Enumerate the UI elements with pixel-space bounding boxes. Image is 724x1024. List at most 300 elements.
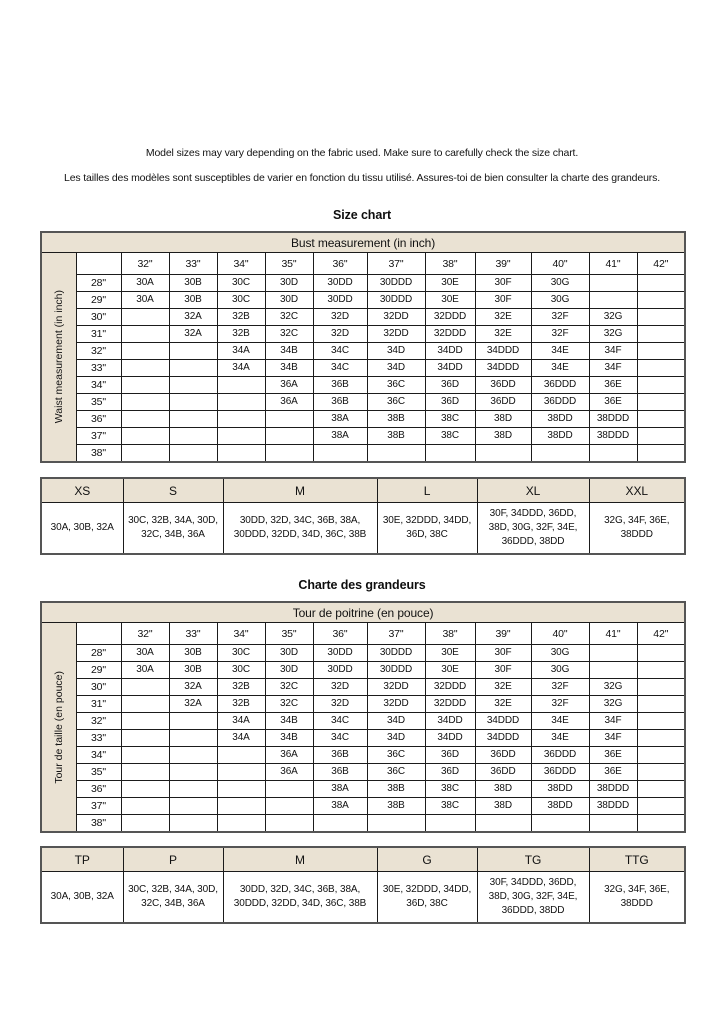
bra-size-cell: 30DD (313, 275, 367, 292)
bra-size-cell (637, 445, 685, 463)
bra-size-cell (217, 764, 265, 781)
bra-size-cell: 32B (217, 326, 265, 343)
bra-size-cell: 34E (531, 360, 589, 377)
bra-size-cell: 30D (265, 645, 313, 662)
bra-size-cell: 32G (589, 679, 637, 696)
bra-size-cell: 34E (531, 343, 589, 360)
bra-size-cell: 32C (265, 696, 313, 713)
size-group-values: 32G, 34F, 36E, 38DDD (589, 503, 685, 555)
bust-size-column-header: 36" (313, 253, 367, 275)
bra-size-cell: 34A (217, 730, 265, 747)
bra-size-cell: 32B (217, 679, 265, 696)
bra-size-cell (121, 411, 169, 428)
bra-size-cell: 30G (531, 292, 589, 309)
bra-size-cell: 36A (265, 377, 313, 394)
bra-size-cell: 36DD (475, 764, 531, 781)
bra-size-cell (367, 815, 425, 833)
size-group-values: 30E, 32DDD, 34DD, 36D, 38C (377, 503, 477, 555)
bra-size-cell: 38DD (531, 428, 589, 445)
size-group-header: L (377, 478, 477, 503)
size-group-header: M (223, 847, 377, 872)
size-chart-title-en: Size chart (332, 208, 392, 222)
size-group-header: P (123, 847, 223, 872)
bra-size-cell (169, 411, 217, 428)
bra-size-cell (169, 343, 217, 360)
bust-size-column-header: 35" (265, 623, 313, 645)
bust-size-column-header: 42" (637, 623, 685, 645)
bra-size-cell: 34DDD (475, 730, 531, 747)
waist-measurement-side-label-fr (41, 623, 76, 833)
size-matrix-row (41, 360, 685, 377)
bra-size-cell: 32F (531, 309, 589, 326)
bra-size-cell: 30DD (313, 662, 367, 679)
size-chart-table-fr (40, 601, 686, 833)
bra-size-cell (589, 445, 637, 463)
bra-size-cell: 34C (313, 360, 367, 377)
bra-size-cell: 38DDD (589, 411, 637, 428)
bust-size-column-header: 41" (589, 623, 637, 645)
size-group-values: 30A, 30B, 32A (41, 872, 123, 924)
bust-size-column-header: 32" (121, 253, 169, 275)
bra-size-cell (637, 781, 685, 798)
bust-measurement-header-fr: Tour de poitrine (en pouce) (41, 602, 685, 623)
size-group-header: G (377, 847, 477, 872)
bust-size-column-header: 39" (475, 623, 531, 645)
bra-size-cell (589, 645, 637, 662)
bra-size-cell: 36D (425, 377, 475, 394)
size-group-header: M (223, 478, 377, 503)
bra-size-cell: 30A (121, 662, 169, 679)
size-group-header: S (123, 478, 223, 503)
bra-size-cell (121, 815, 169, 833)
bra-size-cell (637, 696, 685, 713)
bra-size-cell: 36DD (475, 377, 531, 394)
bra-size-cell: 34C (313, 343, 367, 360)
bust-size-column-header: 38" (425, 623, 475, 645)
bra-size-cell: 34DDD (475, 713, 531, 730)
size-matrix-row (41, 798, 685, 815)
bra-size-cell: 34D (367, 360, 425, 377)
size-matrix-row (41, 696, 685, 713)
bust-size-column-header: 40" (531, 623, 589, 645)
bra-size-cell: 34D (367, 730, 425, 747)
bra-size-cell: 34C (313, 713, 367, 730)
bra-size-cell: 34DDD (475, 360, 531, 377)
bra-size-cell: 32C (265, 309, 313, 326)
bra-size-cell: 38DD (531, 781, 589, 798)
bra-size-cell: 30A (121, 645, 169, 662)
bra-size-cell: 34DDD (475, 343, 531, 360)
bra-size-cell (589, 662, 637, 679)
bra-size-cell: 30B (169, 645, 217, 662)
bra-size-cell: 34B (265, 713, 313, 730)
bra-size-cell: 34B (265, 730, 313, 747)
bra-size-cell (121, 360, 169, 377)
size-matrix-row (41, 309, 685, 326)
size-chart-table-en (40, 231, 686, 463)
bra-size-cell: 30DDD (367, 292, 425, 309)
bra-size-cell: 38D (475, 411, 531, 428)
size-group-header: TTG (589, 847, 685, 872)
bust-size-column-header (76, 623, 121, 645)
bra-size-cell: 30DDD (367, 645, 425, 662)
bra-size-cell (169, 713, 217, 730)
bra-size-cell: 36DDD (531, 394, 589, 411)
bra-size-cell: 32G (589, 326, 637, 343)
bra-size-cell: 36C (367, 764, 425, 781)
bra-size-cell: 32DD (367, 309, 425, 326)
bra-size-cell: 34F (589, 343, 637, 360)
bra-size-cell: 36DDD (531, 747, 589, 764)
bra-size-cell: 30B (169, 275, 217, 292)
bra-size-cell (217, 815, 265, 833)
waist-size-row-header: 31" (76, 326, 121, 343)
size-matrix-row (41, 679, 685, 696)
bra-size-cell: 34A (217, 360, 265, 377)
bra-size-cell: 32B (217, 696, 265, 713)
bra-size-cell: 30DD (313, 645, 367, 662)
waist-size-row-header: 37" (76, 428, 121, 445)
size-matrix-row (41, 713, 685, 730)
bra-size-cell: 38DD (531, 411, 589, 428)
waist-size-row-header: 28" (76, 275, 121, 292)
waist-size-row-header: 32" (76, 713, 121, 730)
bra-size-cell (637, 326, 685, 343)
bra-size-cell: 30E (425, 645, 475, 662)
bra-size-cell: 30F (475, 275, 531, 292)
bra-size-cell (637, 713, 685, 730)
waist-size-row-header: 32" (76, 343, 121, 360)
bra-size-cell (265, 798, 313, 815)
bra-size-cell: 32D (313, 326, 367, 343)
bra-size-cell: 30B (169, 662, 217, 679)
size-group-header: XXL (589, 478, 685, 503)
bra-size-cell: 38B (367, 428, 425, 445)
bra-size-cell (265, 445, 313, 463)
bra-size-cell: 32DD (367, 679, 425, 696)
bra-size-cell: 30F (475, 662, 531, 679)
bra-size-cell: 32C (265, 679, 313, 696)
bra-size-cell: 34F (589, 360, 637, 377)
bra-size-cell: 38D (475, 798, 531, 815)
bra-size-cell (121, 781, 169, 798)
bust-measurement-header-en: Bust measurement (in inch) (41, 232, 685, 253)
bra-size-cell (217, 377, 265, 394)
bra-size-cell (637, 394, 685, 411)
bra-size-cell (217, 411, 265, 428)
bra-size-cell: 32E (475, 326, 531, 343)
bra-size-cell (169, 394, 217, 411)
bra-size-cell (217, 394, 265, 411)
bra-size-cell: 32A (169, 679, 217, 696)
bra-size-cell: 32DDD (425, 679, 475, 696)
bra-size-cell: 38DDD (589, 428, 637, 445)
bra-size-cell: 30DDD (367, 275, 425, 292)
bra-size-cell: 32D (313, 309, 367, 326)
size-matrix-row (41, 343, 685, 360)
bra-size-cell (531, 445, 589, 463)
bra-size-cell: 32F (531, 326, 589, 343)
bra-size-cell: 32F (531, 696, 589, 713)
bra-size-cell: 36C (367, 377, 425, 394)
bra-size-cell: 36D (425, 394, 475, 411)
fabric-note-en: Model sizes may vary depending on the fabric used. Make sure to carefully check the size chart. (145, 147, 579, 159)
bra-size-cell (637, 309, 685, 326)
waist-size-row-header: 30" (76, 309, 121, 326)
bra-size-cell: 32B (217, 309, 265, 326)
bra-size-cell (637, 343, 685, 360)
bra-size-cell (637, 747, 685, 764)
bra-size-cell (169, 428, 217, 445)
bra-size-cell: 38D (475, 428, 531, 445)
size-group-values: 30C, 32B, 34A, 30D, 32C, 34B, 36A (123, 503, 223, 555)
bra-size-cell (637, 730, 685, 747)
bra-size-cell: 36B (313, 394, 367, 411)
bra-size-cell: 30DDD (367, 662, 425, 679)
bra-size-cell (265, 815, 313, 833)
bra-size-cell (121, 309, 169, 326)
bra-size-cell: 38A (313, 781, 367, 798)
waist-measurement-side-label-en (41, 253, 76, 463)
waist-size-row-header: 38" (76, 815, 121, 833)
fabric-note-fr: Les tailles des modèles sont susceptibles de varier en fonction du tissu utilisé. Assures-toi de bien consulter la charte des grandeurs. (64, 172, 660, 184)
size-matrix-row (41, 662, 685, 679)
size-matrix-row (41, 781, 685, 798)
bra-size-cell (217, 747, 265, 764)
bra-size-cell: 32D (313, 696, 367, 713)
waist-size-row-header: 29" (76, 662, 121, 679)
bra-size-cell: 30D (265, 292, 313, 309)
bra-size-cell: 30B (169, 292, 217, 309)
bra-size-cell (265, 411, 313, 428)
bra-size-cell: 38DDD (589, 781, 637, 798)
bra-size-cell (637, 360, 685, 377)
size-matrix-row (41, 411, 685, 428)
bra-size-cell: 36DDD (531, 377, 589, 394)
bra-size-cell: 34F (589, 713, 637, 730)
waist-size-row-header: 28" (76, 645, 121, 662)
bra-size-cell (121, 377, 169, 394)
bra-size-cell: 36E (589, 747, 637, 764)
bra-size-cell: 32DDD (425, 696, 475, 713)
bust-size-column-header: 33" (169, 253, 217, 275)
bra-size-cell: 38C (425, 411, 475, 428)
bra-size-cell: 36E (589, 377, 637, 394)
bra-size-cell: 32D (313, 679, 367, 696)
bust-size-column-header: 41" (589, 253, 637, 275)
bra-size-cell (637, 815, 685, 833)
size-group-values: 30DD, 32D, 34C, 36B, 38A, 30DDD, 32DD, 34D, 36C, 38B (223, 503, 377, 555)
bra-size-cell (313, 815, 367, 833)
bra-size-cell: 32DDD (425, 326, 475, 343)
bra-size-cell: 34DD (425, 730, 475, 747)
bra-size-cell: 34C (313, 730, 367, 747)
bra-size-cell: 32A (169, 309, 217, 326)
bra-size-cell (637, 428, 685, 445)
bra-size-cell: 34DD (425, 713, 475, 730)
bra-size-cell: 30G (531, 662, 589, 679)
bra-size-cell: 36A (265, 394, 313, 411)
bra-size-cell: 38B (367, 781, 425, 798)
size-matrix-row (41, 377, 685, 394)
bra-size-cell: 36B (313, 764, 367, 781)
bra-size-cell (637, 411, 685, 428)
bra-size-cell: 30F (475, 292, 531, 309)
waist-size-row-header: 29" (76, 292, 121, 309)
size-matrix-row (41, 645, 685, 662)
bust-size-column-header: 37" (367, 253, 425, 275)
size-groups-table-en (40, 477, 686, 555)
bra-size-cell: 30A (121, 275, 169, 292)
bra-size-cell: 38B (367, 411, 425, 428)
bra-size-cell: 38DDD (589, 798, 637, 815)
size-chart-title-fr: Charte des grandeurs (298, 578, 426, 592)
bra-size-cell (217, 781, 265, 798)
bra-size-cell: 36D (425, 764, 475, 781)
bra-size-cell (121, 696, 169, 713)
bust-size-column-header: 32" (121, 623, 169, 645)
bra-size-cell: 32F (531, 679, 589, 696)
waist-size-row-header: 35" (76, 764, 121, 781)
bra-size-cell: 36DD (475, 394, 531, 411)
size-group-values: 30E, 32DDD, 34DD, 36D, 38C (377, 872, 477, 924)
bra-size-cell: 34A (217, 713, 265, 730)
waist-size-row-header: 35" (76, 394, 121, 411)
bra-size-cell (637, 662, 685, 679)
bust-size-column-header: 34" (217, 623, 265, 645)
bra-size-cell: 32C (265, 326, 313, 343)
bra-size-cell: 34DD (425, 360, 475, 377)
bra-size-cell: 34B (265, 343, 313, 360)
bra-size-cell: 30E (425, 292, 475, 309)
bra-size-cell: 36E (589, 394, 637, 411)
size-group-header: XS (41, 478, 123, 503)
bra-size-cell (121, 798, 169, 815)
bra-size-cell (121, 747, 169, 764)
bra-size-cell (475, 815, 531, 833)
bra-size-cell (265, 428, 313, 445)
size-matrix-row (41, 292, 685, 309)
bra-size-cell: 38C (425, 428, 475, 445)
bra-size-cell: 30DD (313, 292, 367, 309)
size-group-values: 32G, 34F, 36E, 38DDD (589, 872, 685, 924)
bra-size-cell (265, 781, 313, 798)
bra-size-cell: 36D (425, 747, 475, 764)
bra-size-cell: 30G (531, 645, 589, 662)
bra-size-cell: 30E (425, 275, 475, 292)
bra-size-cell: 30C (217, 662, 265, 679)
bra-size-cell: 32A (169, 326, 217, 343)
bra-size-cell: 38D (475, 781, 531, 798)
bra-size-cell: 32E (475, 679, 531, 696)
size-group-header: TG (477, 847, 589, 872)
bra-size-cell: 32G (589, 309, 637, 326)
bra-size-cell: 38C (425, 798, 475, 815)
bra-size-cell (637, 645, 685, 662)
bra-size-cell: 32DDD (425, 309, 475, 326)
waist-size-row-header: 36" (76, 411, 121, 428)
bra-size-cell: 38DD (531, 798, 589, 815)
bra-size-cell: 38A (313, 428, 367, 445)
bra-size-cell (169, 798, 217, 815)
bust-size-column-header: 39" (475, 253, 531, 275)
waist-size-row-header: 34" (76, 377, 121, 394)
bra-size-cell (121, 730, 169, 747)
bra-size-cell (531, 815, 589, 833)
bra-size-cell (169, 360, 217, 377)
bust-size-column-header: 40" (531, 253, 589, 275)
bra-size-cell: 34E (531, 730, 589, 747)
bra-size-cell (217, 428, 265, 445)
bra-size-cell (637, 377, 685, 394)
bra-size-cell (121, 679, 169, 696)
bra-size-cell: 30C (217, 645, 265, 662)
bra-size-cell: 36A (265, 747, 313, 764)
size-groups-table-fr (40, 846, 686, 924)
bra-size-cell: 36C (367, 747, 425, 764)
waist-size-row-header: 30" (76, 679, 121, 696)
size-group-header: TP (41, 847, 123, 872)
bra-size-cell: 34F (589, 730, 637, 747)
bra-size-cell: 32DD (367, 326, 425, 343)
waist-size-row-header: 33" (76, 730, 121, 747)
waist-size-row-header: 36" (76, 781, 121, 798)
size-matrix-row (41, 815, 685, 833)
bust-size-column-header (76, 253, 121, 275)
bra-size-cell: 30C (217, 275, 265, 292)
bra-size-cell: 34E (531, 713, 589, 730)
bra-size-cell: 32E (475, 309, 531, 326)
waist-size-row-header: 31" (76, 696, 121, 713)
bra-size-cell: 36DD (475, 747, 531, 764)
waist-size-row-header: 33" (76, 360, 121, 377)
bra-size-cell: 38A (313, 411, 367, 428)
bra-size-cell: 30A (121, 292, 169, 309)
size-matrix-row (41, 326, 685, 343)
bust-size-column-header: 34" (217, 253, 265, 275)
size-matrix-row (41, 747, 685, 764)
bust-size-column-header: 35" (265, 253, 313, 275)
bra-size-cell: 32A (169, 696, 217, 713)
bra-size-cell: 36DDD (531, 764, 589, 781)
size-group-values: 30F, 34DDD, 36DD, 38D, 30G, 32F, 34E, 36DDD, 38DD (477, 872, 589, 924)
bra-size-cell: 38C (425, 781, 475, 798)
bra-size-cell (169, 747, 217, 764)
size-group-values: 30A, 30B, 32A (41, 503, 123, 555)
bra-size-cell: 34DD (425, 343, 475, 360)
bra-size-cell (589, 815, 637, 833)
size-group-header: XL (477, 478, 589, 503)
bra-size-cell (169, 445, 217, 463)
bra-size-cell: 32G (589, 696, 637, 713)
bra-size-cell: 36B (313, 377, 367, 394)
bra-size-cell: 36A (265, 764, 313, 781)
size-group-values: 30DD, 32D, 34C, 36B, 38A, 30DDD, 32DD, 34D, 36C, 38B (223, 872, 377, 924)
bra-size-cell (217, 445, 265, 463)
size-group-values: 30C, 32B, 34A, 30D, 32C, 34B, 36A (123, 872, 223, 924)
bra-size-cell (589, 275, 637, 292)
bra-size-cell: 36E (589, 764, 637, 781)
bust-size-column-header: 38" (425, 253, 475, 275)
bra-size-cell: 34D (367, 343, 425, 360)
bra-size-cell (313, 445, 367, 463)
bra-size-cell (589, 292, 637, 309)
bra-size-cell: 32DD (367, 696, 425, 713)
bra-size-cell: 30F (475, 645, 531, 662)
bra-size-cell (637, 798, 685, 815)
bra-size-cell (637, 275, 685, 292)
bra-size-cell: 32E (475, 696, 531, 713)
